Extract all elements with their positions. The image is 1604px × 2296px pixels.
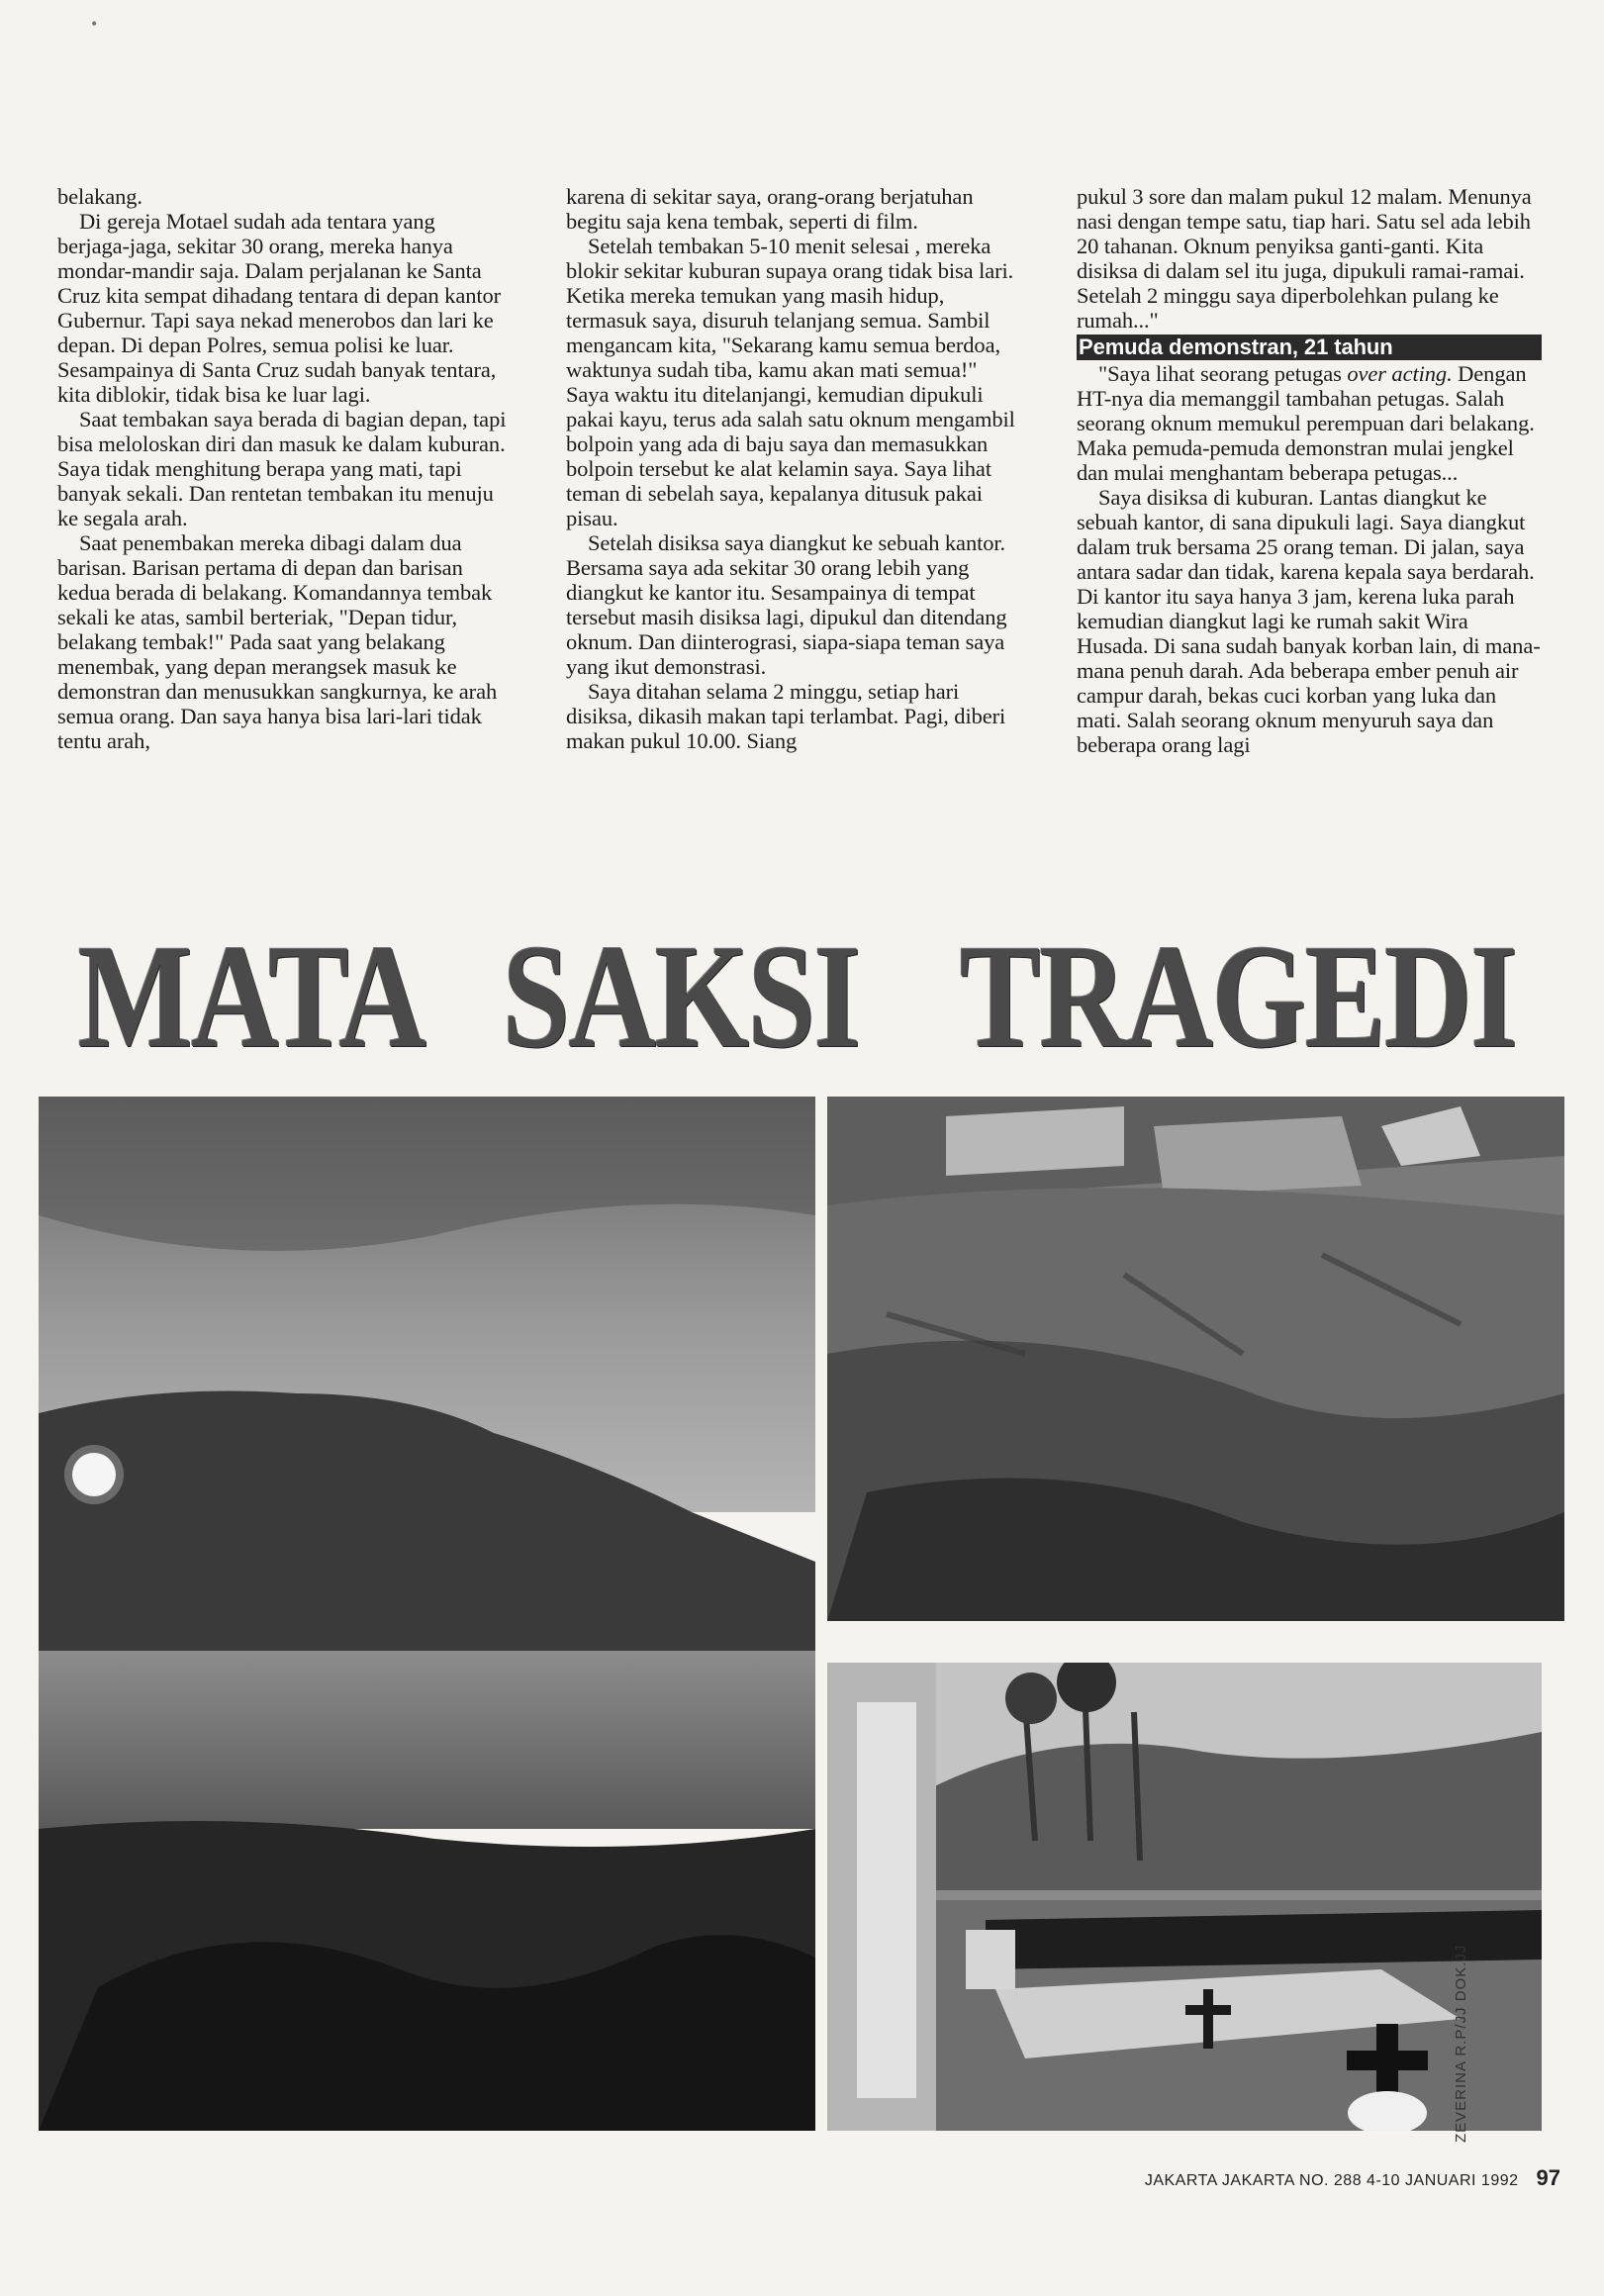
paragraph: belakang.	[57, 184, 142, 209]
cemetery-photo	[827, 1663, 1542, 2131]
article-column-3	[1077, 184, 1542, 921]
headline-word: TRAGEDI	[960, 914, 1517, 1079]
paragraph: Saat tembakan saya berada di bagian depan, tapi bisa meloloskan diri dan masuk ke dalam kuburan. Saya tidak menghitung berapa yang mati, tapi banyak sekali. Dan rentetan tembakan itu menuju ke segala arah.	[57, 407, 507, 530]
quote-text: "Saya lihat seorang petugas	[1098, 361, 1348, 386]
paragraph: Saya disiksa di kuburan. Lantas diangkut ke sebuah kantor, di sana dipukuli lagi. Saya diangkut dalam truk bersama 25 orang teman. Di jalan, saya antara sadar dan tidak, karena kepala saya berdarah. Di kantor itu saya hanya 3 jam, kerena luka parah kemudian diangkut lagi ke rumah sakit Wira Husada. Di sana sudah banyak korban lain, di mana-mana penuh darah. Ada beberapa ember penuh air campur darah, bekas cuci korban yang luka dan mati. Salah seorang oknum menyuruh saya dan beberapa orang lagi	[1077, 485, 1541, 757]
paragraph	[1077, 361, 1542, 485]
photo-credit: ZEVERINA R.P/JJ DOK.JJ	[1453, 1944, 1469, 2143]
grave-ground-photo-image	[827, 1097, 1564, 1621]
grave-ground-photo	[827, 1097, 1564, 1621]
headline-word: SAKSI	[502, 914, 860, 1079]
landscape-photo	[39, 1097, 815, 2131]
paragraph: Saat penembakan mereka dibagi dalam dua barisan. Barisan pertama di depan dan barisan kedua berada di belakang. Komandannya tembak sekali ke atas, sambil berteriak, "Depan tidur, belakang tembak!" Pada saat yang belakang menembak, yang depan merangsek masuk ke demonstran dan menusukkan sangkurnya, ke arah semua orang. Dan saya hanya bisa lari-lari tidak tentu arah,	[57, 530, 498, 753]
publication-line: JAKARTA JAKARTA NO. 288 4-10 JANUARI 1992	[1144, 2172, 1519, 2189]
paragraph: Saya ditahan selama 2 minggu, setiap hari disiksa, dikasih makan tapi terlambat. Pagi, diberi makan pukul 10.00. Siang	[566, 679, 1006, 753]
witness-subhead: Pemuda demonstran, 21 tahun	[1077, 335, 1542, 360]
page-footer	[1103, 2165, 1560, 2191]
headline	[40, 914, 1563, 1079]
article-column-2	[566, 184, 1016, 921]
page-number: 97	[1536, 2165, 1560, 2190]
paragraph: Setelah disiksa saya diangkut ke sebuah kantor. Bersama saya ada sekitar 30 orang lebih yang diangkut ke kantor itu. Sesampainya di tempat tersebut masih disiksa lagi, dipukul dan ditendang oknum. Dan diinterograsi, siapa-siapa teman saya yang ikut demonstrasi.	[566, 530, 1007, 679]
paragraph: Setelah tembakan 5-10 menit selesai , mereka blokir sekitar kuburan supaya orang tidak bisa lari. Ketika mereka temukan yang masih hidup, termasuk saya, disuruh telanjang semua. Sambil mengancam kita, "Sekarang kamu semua berdoa, waktunya sudah tiba, kamu akan mati semua!" Saya waktu itu ditelanjangi, kemudian dipukuli pakai kayu, terus ada salah satu oknum mengambil bolpoin yang ada di baju saya dan memasukkan bolpoin tersebut ke alat kelamin saya. Saya lihat teman di sebelah saya, kepalanya ditusuk pakai pisau.	[566, 234, 1015, 530]
cemetery-photo-image	[827, 1663, 1542, 2131]
paragraph: Di gereja Motael sudah ada tentara yang berjaga-jaga, sekitar 30 orang, mereka hanya mondar-mandir saja. Dalam perjalanan ke Santa Cruz kita sempat dihadang tentara di depan kantor Gubernur. Tapi saya nekad menerobos dan lari ke depan. Di depan Polres, semua polisi ke luar. Sesampainya di Santa Cruz sudah banyak tentara, kita diblokir, tidak bisa ke luar lagi.	[57, 209, 502, 407]
landscape-photo-image	[39, 1097, 815, 2131]
paragraph: karena di sekitar saya, orang-orang berjatuhan begitu saja kena tembak, seperti di film.	[566, 184, 974, 234]
quote-italic: over acting.	[1347, 361, 1453, 386]
scan-speck: •	[91, 14, 98, 34]
paragraph: pukul 3 sore dan malam pukul 12 malam. Menunya nasi dengan tempe satu, tiap hari. Satu sel ada lebih 20 tahanan. Oknum penyiksa ganti-ganti. Kita disiksa di dalam sel itu juga, dipukuli ramai-ramai. Setelah 2 minggu saya diperbolehkan pulang ke rumah..."	[1077, 184, 1532, 333]
headline-word: MATA	[77, 914, 425, 1079]
quote-text: Dengan HT-nya dia memanggil tambahan petugas. Salah seorang oknum memukul perempuan dari belakang. Maka pemuda-pemuda demonstran mulai jengkel dan mulai menghantam beberapa petugas...	[1077, 361, 1535, 485]
article-column-1	[57, 184, 508, 921]
